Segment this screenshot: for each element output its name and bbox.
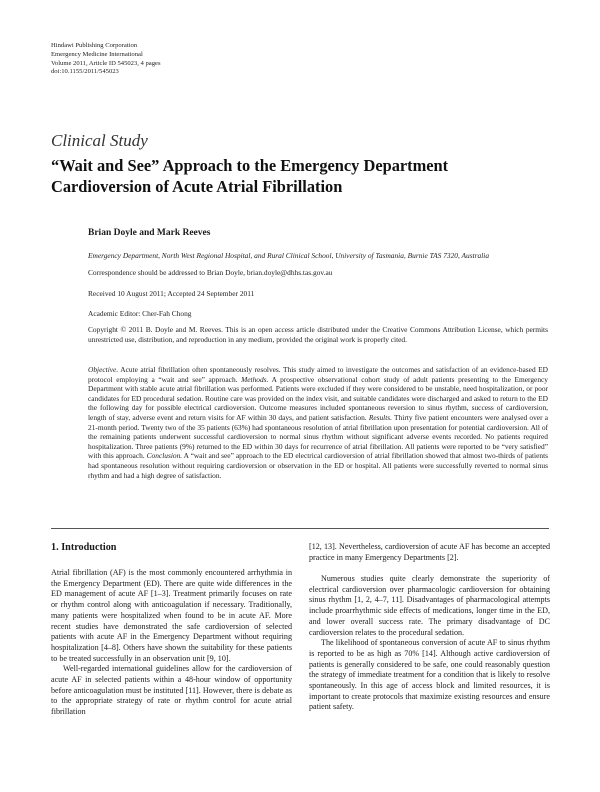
title-line-1: “Wait and See” Approach to the Emergency Department <box>51 156 449 175</box>
body-column-left <box>51 542 292 718</box>
body-paragraph: Numerous studies quite clearly demonstrate the superiority of electrical cardioversion over pharmacologic cardioversion for obtaining sinus rhythm [1, 2, 4–7, 11]. Disadvantages of pharmacological attempts include proarrhythmic side effects of medications, longer time in the ED, and lower overall success rate. The primary disadvantage of DC cardioversion relates to the procedural sedation. <box>309 574 550 637</box>
journal-name: Emergency Medicine International <box>51 50 143 58</box>
affiliation: Emergency Department, North West Regional Hospital, and Rural Clinical School, University of Tasmania, Burnie TAS 7320, Australia <box>88 251 490 260</box>
abstract-methods-label: Methods. <box>241 374 269 384</box>
article-type: Clinical Study <box>51 131 148 150</box>
abstract <box>88 365 548 480</box>
abstract-results-label: Results. <box>368 412 393 422</box>
body-paragraph: The likelihood of spontaneous conversion of acute AF to sinus rhythm is reported to be as high as 70% [14]. Although active cardioversion of patients is generally considered to be safe, one could reasonably question the strategy of immediate treatment for a condition that is likely to resolve spontaneously. In this age of access block and limited resources, it is important to create protocols that maximize existing resources and ensure patient safety. <box>309 638 550 712</box>
journal-header <box>51 42 351 77</box>
abstract-conclusion-label: Conclusion. <box>146 451 183 461</box>
publisher-name: Hindawi Publishing Corporation <box>51 42 138 49</box>
body-paragraph: [12, 13]. Nevertheless, cardioversion of acute AF has become an accepted practice in many Emergency Departments [2]. <box>309 542 550 562</box>
correspondence: Correspondence should be addressed to Brian Doyle, brian.doyle@dhhs.tas.gov.au <box>88 268 333 277</box>
abstract-conclusion: A “wait and see” approach to the ED electrical cardioversion of atrial fibrillation showed that almost two-thirds of patients had spontaneous resolution without requiring cardioversion or observation in the ED or hospital. All patients were successfully reverted to normal sinus rhythm and had a high degree of satisfaction. <box>88 451 548 480</box>
authors: Brian Doyle and Mark Reeves <box>88 228 211 238</box>
abstract-methods: A prospective observational cohort study of adult patients presenting to the Emergency Department with stable acute atrial fibrillation was performed. Patients were excluded if they were considered to be unstable, need hospitalization, or poor candidates for ED procedural sedation. Routine care was provided on the index visit, and suitable candidates were discharged and asked to return to the ED the following day for possible electrical cardioversion. Outcome measures included spontaneous reversion to sinus rhythm, success of cardioversion, length of stay, adverse event and return visits for AF within 30 days, and patient satisfaction. <box>88 374 548 422</box>
abstract-objective-label: Objective. <box>88 365 119 374</box>
doi-link[interactable]: doi:10.1155/2011/545023 <box>51 68 119 76</box>
article-title <box>51 155 551 197</box>
volume-info: Volume 2011, Article ID 545023, 4 pages <box>51 59 161 67</box>
copyright-notice: Copyright © 2011 B. Doyle and M. Reeves. This is an open access article distributed under the Creative Commons Attribution License, which permits unrestricted use, distribution, and reproduction in any medium, provided the original work is properly cited. <box>88 325 548 344</box>
academic-editor: Academic Editor: Cher-Fah Chong <box>88 309 192 318</box>
abstract-results: Thirty five patient encounters were analysed over a 21-month period. Twenty two of the 35 patients (63%) had spontaneous resolution of atrial fibrillation upon presentation for potential cardioversion. All of the remaining patients underwent successful cardioversion to normal sinus rhythm without significant adverse events recorded. No patients required hospitalization. Three patients (9%) returned to the ED within 30 days for recurrence of atrial fibrillation. All patients were reported to be “very satisfied” with this approach. <box>88 412 548 461</box>
body-paragraph: Well-regarded international guidelines allow for the cardioversion of acute AF in selected patients within a 48-hour window of opportunity before anticoagulation must be instituted [11]. However, there is debate as to the appropriate strategy of rate or rhythm control for acute atrial fibrillation <box>51 664 292 717</box>
section-divider <box>51 528 549 529</box>
received-accepted-dates: Received 10 August 2011; Accepted 24 September 2011 <box>88 289 255 298</box>
body-paragraph: Atrial fibrillation (AF) is the most commonly encountered arrhythmia in the Emergency Department (ED). There are quite wide differences in the ED management of acute AF [1–3]. Treatment primarily focuses on rate or rhythm control along with anticoagulation if necessary. Traditionally, many patients were hospitalized when found to be in acute AF. More recent studies have demonstrated the safe cardioversion of selected patients with acute AF in the Emergency Department without requiring hospitalization [4–8]. Others have shown the suitability for these patients to be treated successfully in an observation unit [9, 10]. <box>51 568 292 663</box>
abstract-objective: Acute atrial fibrillation often spontaneously resolves. This study aimed to investigate the outcomes and satisfaction of an evidence-based ED protocol employing a “wait and see” approach. <box>88 365 548 384</box>
body-column-right <box>309 542 550 713</box>
title-line-2: Cardioversion of Acute Atrial Fibrillation <box>51 177 343 196</box>
section-heading-introduction: 1. Introduction <box>51 542 117 553</box>
